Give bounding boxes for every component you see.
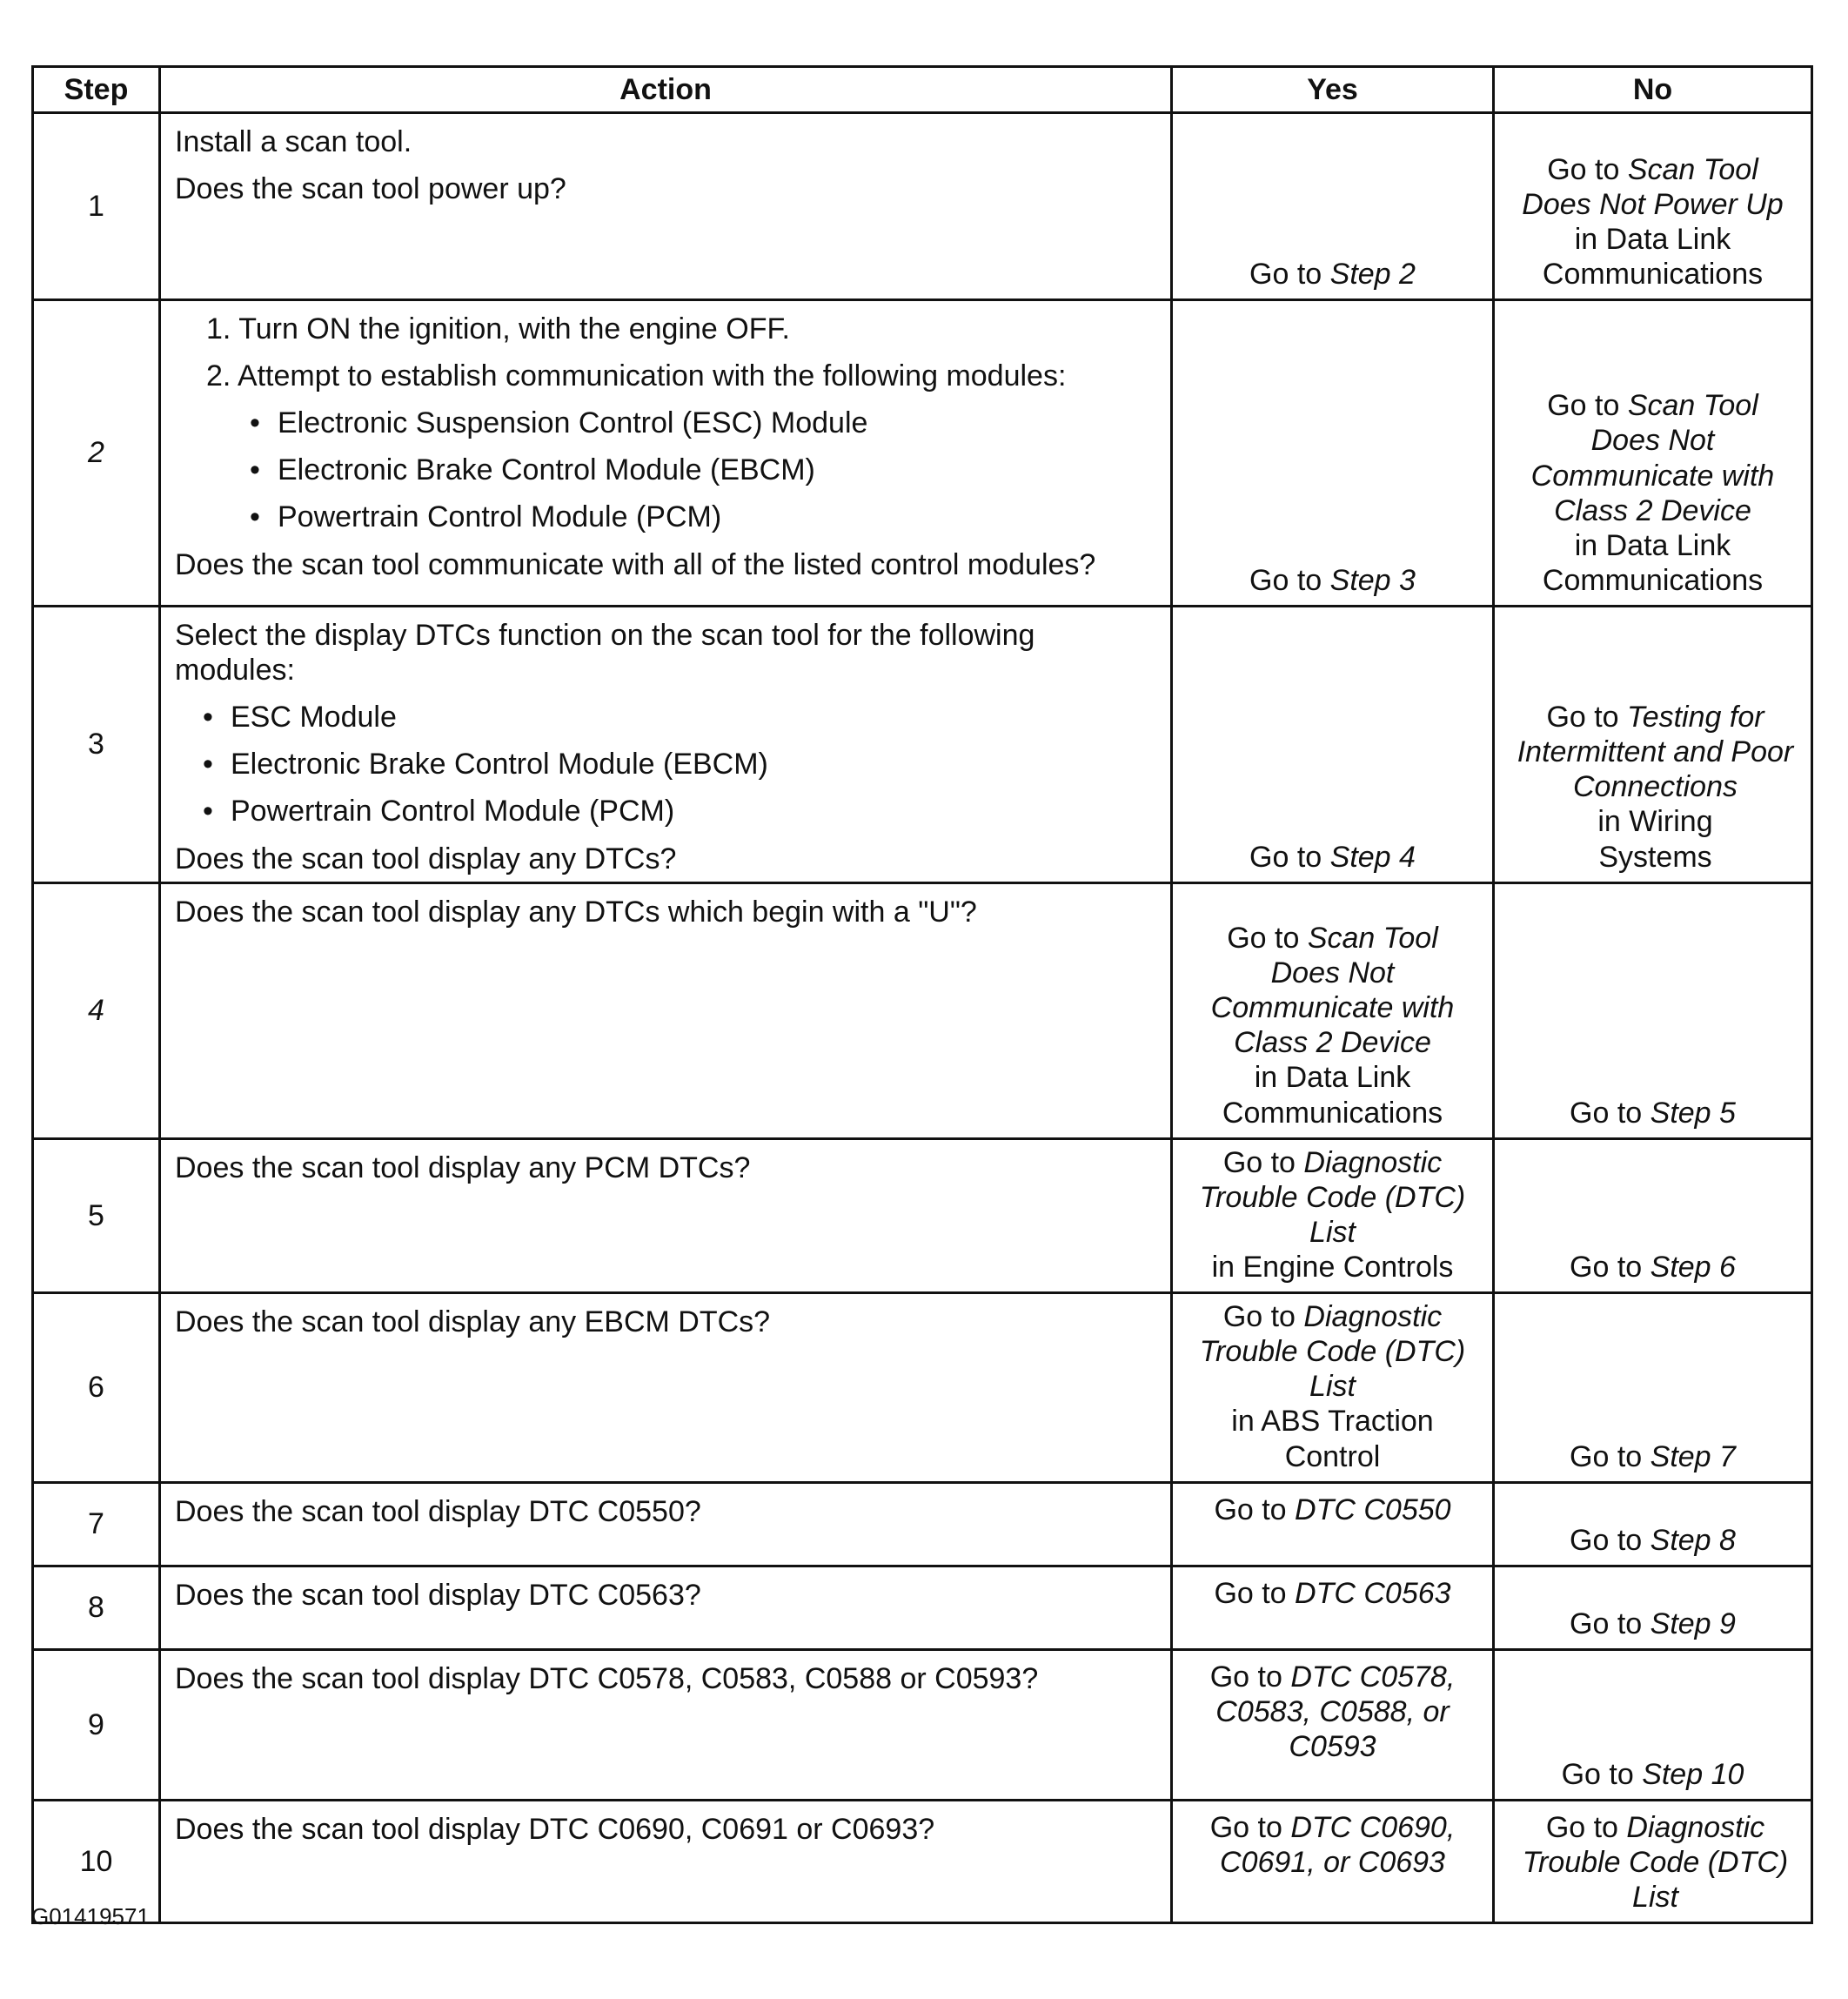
- no-cell: [1494, 1800, 1812, 1922]
- step-number: 1: [33, 113, 160, 300]
- yes-prefix: Go to: [1227, 922, 1308, 955]
- action-question: Does the scan tool display any DTCs which begin with a "U"?: [175, 895, 977, 929]
- action-question: Does the scan tool display DTC C0690, C0691 or C0693?: [175, 1812, 935, 1846]
- action-text: Install a scan tool.: [175, 125, 412, 158]
- table-row: [33, 1138, 1812, 1292]
- yes-reference: DTC C0550: [1295, 1493, 1451, 1526]
- no-cell: [1494, 1566, 1812, 1649]
- yes-prefix: Go to: [1209, 1810, 1291, 1844]
- no-cell: [1494, 1482, 1812, 1566]
- action-cell: [160, 607, 1172, 883]
- yes-cell: [1172, 607, 1494, 883]
- no-cell: [1494, 1649, 1812, 1800]
- no-prefix: Go to: [1545, 1810, 1627, 1844]
- yes-cell: [1172, 113, 1494, 300]
- yes-reference: Step 3: [1329, 563, 1416, 597]
- action-question: Does the scan tool power up?: [175, 172, 566, 206]
- yes-cell: [1172, 300, 1494, 607]
- header-yes: Yes: [1172, 67, 1494, 113]
- no-prefix: Go to: [1547, 152, 1628, 186]
- action-question: Does the scan tool display DTC C0563?: [175, 1578, 701, 1612]
- step-number: 8: [33, 1566, 160, 1649]
- no-cell: [1494, 113, 1812, 300]
- bullet-icon: •: [203, 748, 213, 781]
- step-number: 6: [33, 1293, 160, 1483]
- list-item: 1. Turn ON the ignition, with the engine OFF.: [206, 312, 790, 345]
- action-cell: [160, 113, 1172, 300]
- step-number: 3: [33, 607, 160, 883]
- no-prefix: Go to: [1546, 701, 1628, 735]
- action-cell: [160, 882, 1172, 1138]
- yes-prefix: Go to: [1249, 563, 1330, 597]
- header-step: Step: [33, 67, 160, 113]
- yes-location: in Engine Controls: [1211, 1250, 1454, 1284]
- action-cell: [160, 1566, 1172, 1649]
- no-reference: Step 10: [1642, 1757, 1744, 1791]
- no-reference: Testing for Intermittent and Poor Connections: [1517, 701, 1794, 804]
- no-prefix: Go to: [1570, 1439, 1650, 1473]
- step-number: 9: [33, 1649, 160, 1800]
- no-prefix: Go to: [1547, 389, 1628, 423]
- no-location: in Wiring Systems: [1597, 805, 1713, 874]
- yes-reference: Step 2: [1329, 257, 1416, 291]
- table-row: [33, 300, 1812, 607]
- table-row: [33, 882, 1812, 1138]
- list-item: • Electronic Brake Control Module (EBCM): [250, 453, 815, 487]
- table-row: [33, 1566, 1812, 1649]
- yes-prefix: Go to: [1222, 1145, 1304, 1179]
- step-number: 2: [33, 300, 160, 607]
- no-cell: [1494, 300, 1812, 607]
- table-header-row: [33, 67, 1812, 113]
- yes-prefix: Go to: [1209, 1660, 1291, 1694]
- list-item: 2. Attempt to establish communication with the following modules: • Electronic Suspension Control (ESC) Module • Electronic Brake Control Module (EBCM) • Powertrain Control Module (PCM): [206, 359, 1158, 534]
- figure-id: G01419571: [31, 1903, 150, 1929]
- diagnostic-table-container: [31, 65, 1811, 1924]
- yes-prefix: Go to: [1214, 1576, 1296, 1610]
- list-item: • Powertrain Control Module (PCM): [250, 500, 722, 534]
- yes-cell: [1172, 1482, 1494, 1566]
- table-row: [33, 1649, 1812, 1800]
- list-item: • Electronic Brake Control Module (EBCM): [203, 748, 768, 781]
- bullet-icon: •: [203, 701, 213, 735]
- diagnostic-steps-table: [31, 65, 1813, 1924]
- no-prefix: Go to: [1570, 1250, 1650, 1284]
- action-cell: [160, 1293, 1172, 1483]
- action-question: Does the scan tool display any DTCs?: [175, 842, 677, 875]
- no-reference: Step 5: [1650, 1096, 1736, 1130]
- yes-prefix: Go to: [1249, 257, 1330, 291]
- action-question: Does the scan tool display any EBCM DTCs?: [175, 1305, 771, 1339]
- no-reference: Step 8: [1650, 1523, 1736, 1557]
- bullet-icon: •: [203, 795, 213, 828]
- action-cell: [160, 1138, 1172, 1292]
- bullet-icon: •: [250, 406, 260, 440]
- yes-cell: [1172, 882, 1494, 1138]
- bullet-list: [175, 700, 1158, 828]
- bullet-icon: •: [250, 500, 260, 534]
- yes-reference: Step 4: [1329, 840, 1416, 874]
- bullet-list: [206, 406, 1158, 534]
- action-cell: [160, 1649, 1172, 1800]
- no-prefix: Go to: [1570, 1523, 1650, 1557]
- no-location: in Data Link Communications: [1542, 528, 1764, 597]
- yes-cell: [1172, 1293, 1494, 1483]
- no-reference: Step 6: [1650, 1250, 1736, 1284]
- yes-reference: DTC C0563: [1295, 1576, 1451, 1610]
- action-cell: [160, 1482, 1172, 1566]
- no-prefix: Go to: [1570, 1096, 1650, 1130]
- step-number: 4: [33, 882, 160, 1138]
- header-action: Action: [160, 67, 1172, 113]
- table-row: [33, 1800, 1812, 1922]
- action-cell: [160, 300, 1172, 607]
- no-cell: [1494, 1138, 1812, 1292]
- yes-reference: Diagnostic Trouble Code (DTC) List: [1199, 1145, 1466, 1249]
- bullet-icon: •: [250, 453, 260, 487]
- table-row: [33, 1293, 1812, 1483]
- action-question: Does the scan tool display DTC C0550?: [175, 1494, 701, 1528]
- list-item: • Powertrain Control Module (PCM): [203, 795, 675, 828]
- yes-reference: Diagnostic Trouble Code (DTC) List: [1199, 1300, 1466, 1404]
- no-prefix: Go to: [1561, 1757, 1643, 1791]
- numbered-list: [175, 312, 1158, 535]
- no-cell: [1494, 1293, 1812, 1483]
- yes-location: in ABS Traction Control: [1231, 1405, 1434, 1473]
- no-reference: Step 7: [1650, 1439, 1736, 1473]
- step-number: 5: [33, 1138, 160, 1292]
- no-reference: Step 9: [1650, 1607, 1736, 1640]
- no-reference: Scan Tool Does Not Communicate with Class 2 Device: [1530, 389, 1775, 527]
- yes-cell: [1172, 1138, 1494, 1292]
- table-row: [33, 113, 1812, 300]
- list-item: • Electronic Suspension Control (ESC) Module: [250, 406, 868, 440]
- step-number: 7: [33, 1482, 160, 1566]
- step-number: 10: [33, 1800, 160, 1922]
- yes-cell: [1172, 1800, 1494, 1922]
- list-item: • ESC Module: [203, 701, 397, 735]
- yes-reference: DTC C0690, C0691, or C0693: [1220, 1810, 1456, 1879]
- no-reference: Diagnostic Trouble Code (DTC) List: [1522, 1810, 1789, 1914]
- yes-location: in Data Link Communications: [1222, 1061, 1443, 1130]
- no-prefix: Go to: [1570, 1607, 1650, 1640]
- yes-cell: [1172, 1566, 1494, 1649]
- no-location: in Data Link Communications: [1542, 222, 1764, 291]
- yes-prefix: Go to: [1214, 1493, 1296, 1526]
- yes-prefix: Go to: [1249, 840, 1330, 874]
- action-cell: [160, 1800, 1172, 1922]
- action-intro: Select the display DTCs function on the scan tool for the following modules:: [175, 619, 1035, 688]
- yes-cell: [1172, 1649, 1494, 1800]
- table-row: [33, 607, 1812, 883]
- header-no: No: [1494, 67, 1812, 113]
- yes-reference: DTC C0578, C0583, C0588, or C0593: [1215, 1660, 1456, 1763]
- no-cell: [1494, 882, 1812, 1138]
- no-reference: Scan Tool Does Not Power Up: [1522, 152, 1784, 221]
- no-cell: [1494, 607, 1812, 883]
- action-question: Does the scan tool display DTC C0578, C0583, C0588 or C0593?: [175, 1661, 1039, 1695]
- action-question: Does the scan tool communicate with all of the listed control modules?: [175, 547, 1096, 581]
- action-question: Does the scan tool display any PCM DTCs?: [175, 1150, 751, 1184]
- yes-reference: Scan Tool Does Not Communicate with Class 2 Device: [1210, 922, 1455, 1060]
- yes-prefix: Go to: [1222, 1300, 1304, 1334]
- table-row: [33, 1482, 1812, 1566]
